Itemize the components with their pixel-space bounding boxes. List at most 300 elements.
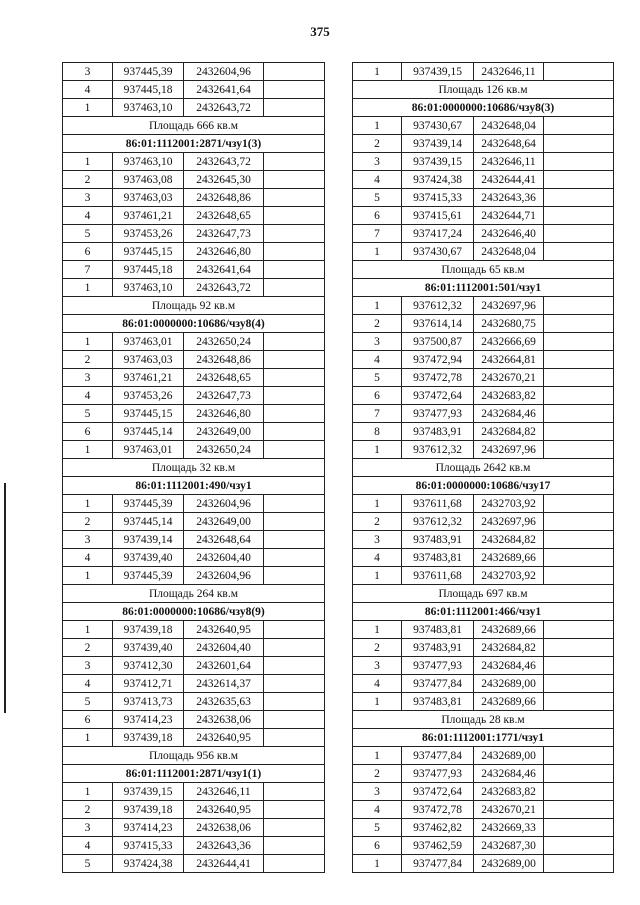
area-row	[63, 117, 325, 135]
point-number: 6	[63, 711, 113, 729]
coord-x: 937463,03	[113, 351, 184, 369]
coord-x: 937463,01	[113, 441, 184, 459]
coord-y: 2432646,11	[474, 153, 544, 171]
coord-y: 2432646,80	[184, 405, 264, 423]
table-row	[353, 549, 614, 567]
point-number: 4	[353, 351, 402, 369]
coord-y: 2432604,96	[184, 495, 264, 513]
table-row	[353, 369, 614, 387]
empty-cell	[544, 117, 614, 135]
coord-y: 2432689,66	[474, 693, 544, 711]
point-number: 4	[353, 549, 402, 567]
table-row	[353, 315, 614, 333]
coordinates-table-right	[352, 62, 614, 873]
point-number: 7	[353, 405, 402, 423]
point-number: 2	[63, 351, 113, 369]
point-number: 4	[353, 171, 402, 189]
table-row	[353, 333, 614, 351]
table-row	[63, 333, 325, 351]
coord-x: 937483,81	[402, 621, 474, 639]
empty-cell	[264, 207, 325, 225]
coord-x: 937483,91	[402, 531, 474, 549]
coord-y: 2432647,73	[184, 387, 264, 405]
parcel-number: 86:01:1112001:1771/чзу1	[353, 729, 614, 747]
parcel-number: 86:01:1112001:2871/чзу1(3)	[63, 135, 325, 153]
point-number: 1	[353, 567, 402, 585]
coord-y: 2432684,82	[474, 423, 544, 441]
parcel-title-row	[353, 99, 614, 117]
coord-y: 2432604,96	[184, 63, 264, 81]
coord-x: 937463,03	[113, 189, 184, 207]
table-row	[353, 639, 614, 657]
table-row	[63, 549, 325, 567]
coord-x: 937439,15	[113, 783, 184, 801]
empty-cell	[544, 297, 614, 315]
empty-cell	[544, 225, 614, 243]
empty-cell	[544, 351, 614, 369]
coord-y: 2432689,00	[474, 747, 544, 765]
point-number: 6	[353, 387, 402, 405]
coord-x: 937483,91	[402, 639, 474, 657]
coord-x: 937477,84	[402, 855, 474, 873]
coord-y: 2432645,30	[184, 171, 264, 189]
point-number: 3	[63, 819, 113, 837]
point-number: 2	[63, 513, 113, 531]
coord-y: 2432641,64	[184, 261, 264, 279]
table-row	[353, 513, 614, 531]
empty-cell	[544, 639, 614, 657]
table-row	[353, 765, 614, 783]
parcel-title-row	[353, 603, 614, 621]
coord-y: 2432703,92	[474, 495, 544, 513]
parcel-number: 86:01:0000000:10686/чзу8(3)	[353, 99, 614, 117]
point-number: 7	[353, 225, 402, 243]
coord-x: 937439,18	[113, 801, 184, 819]
coord-y: 2432648,04	[474, 243, 544, 261]
empty-cell	[264, 711, 325, 729]
coord-x: 937439,40	[113, 549, 184, 567]
point-number: 2	[353, 315, 402, 333]
parcel-number: 86:01:1112001:501/чзу1	[353, 279, 614, 297]
coord-x: 937612,32	[402, 441, 474, 459]
coord-x: 937462,82	[402, 819, 474, 837]
parcel-title-row	[353, 729, 614, 747]
coord-y: 2432689,66	[474, 549, 544, 567]
point-number: 5	[353, 369, 402, 387]
empty-cell	[544, 207, 614, 225]
table-row	[63, 261, 325, 279]
coord-x: 937413,73	[113, 693, 184, 711]
point-number: 2	[63, 639, 113, 657]
point-number: 4	[353, 675, 402, 693]
coord-x: 937614,14	[402, 315, 474, 333]
coord-x: 937415,33	[113, 837, 184, 855]
point-number: 2	[353, 765, 402, 783]
point-number: 3	[63, 657, 113, 675]
coord-x: 937439,15	[402, 63, 474, 81]
coord-y: 2432664,81	[474, 351, 544, 369]
coord-x: 937415,61	[402, 207, 474, 225]
point-number: 8	[353, 423, 402, 441]
empty-cell	[544, 405, 614, 423]
point-number: 5	[353, 189, 402, 207]
coord-x: 937445,15	[113, 243, 184, 261]
empty-cell	[264, 99, 325, 117]
point-number: 4	[63, 207, 113, 225]
empty-cell	[544, 513, 614, 531]
table-row	[353, 153, 614, 171]
coord-x: 937439,14	[402, 135, 474, 153]
area-row	[63, 297, 325, 315]
area-row	[63, 747, 325, 765]
coord-x: 937453,26	[113, 225, 184, 243]
table-row	[353, 171, 614, 189]
coord-y: 2432680,75	[474, 315, 544, 333]
point-number: 1	[353, 495, 402, 513]
area-label: Площадь 956 кв.м	[63, 747, 325, 765]
empty-cell	[544, 315, 614, 333]
empty-cell	[264, 189, 325, 207]
table-row	[353, 495, 614, 513]
table-row	[63, 81, 325, 99]
coord-x: 937477,84	[402, 675, 474, 693]
point-number: 4	[63, 387, 113, 405]
area-row	[353, 459, 614, 477]
coord-y: 2432638,06	[184, 819, 264, 837]
empty-cell	[544, 765, 614, 783]
point-number: 2	[63, 171, 113, 189]
point-number: 1	[63, 99, 113, 117]
empty-cell	[544, 549, 614, 567]
table-row	[353, 801, 614, 819]
coord-y: 2432684,46	[474, 765, 544, 783]
coord-y: 2432689,00	[474, 675, 544, 693]
parcel-number: 86:01:1112001:490/чзу1	[63, 477, 325, 495]
table-row	[63, 657, 325, 675]
parcel-number: 86:01:1112001:2871/чзу1(1)	[63, 765, 325, 783]
coord-x: 937445,39	[113, 495, 184, 513]
table-row	[63, 351, 325, 369]
coord-x: 937445,18	[113, 261, 184, 279]
point-number: 5	[63, 693, 113, 711]
point-number: 1	[63, 153, 113, 171]
coord-x: 937453,26	[113, 387, 184, 405]
empty-cell	[544, 441, 614, 459]
table-row	[63, 495, 325, 513]
coord-x: 937445,39	[113, 63, 184, 81]
coord-x: 937445,14	[113, 513, 184, 531]
coord-x: 937612,32	[402, 513, 474, 531]
coord-x: 937477,93	[402, 405, 474, 423]
table-row	[353, 441, 614, 459]
coord-x: 937445,39	[113, 567, 184, 585]
area-label: Площадь 697 кв.м	[353, 585, 614, 603]
table-row	[63, 387, 325, 405]
empty-cell	[264, 171, 325, 189]
coord-y: 2432604,40	[184, 639, 264, 657]
area-label: Площадь 28 кв.м	[353, 711, 614, 729]
coord-x: 937477,84	[402, 747, 474, 765]
empty-cell	[544, 657, 614, 675]
coord-x: 937483,81	[402, 549, 474, 567]
empty-cell	[264, 621, 325, 639]
empty-cell	[544, 387, 614, 405]
table-row	[63, 441, 325, 459]
coord-x: 937439,14	[113, 531, 184, 549]
parcel-title-row	[63, 315, 325, 333]
coord-x: 937611,68	[402, 495, 474, 513]
point-number: 2	[353, 639, 402, 657]
table-row	[353, 693, 614, 711]
empty-cell	[264, 693, 325, 711]
empty-cell	[264, 63, 325, 81]
coord-y: 2432601,64	[184, 657, 264, 675]
point-number: 3	[353, 657, 402, 675]
table-row	[63, 63, 325, 81]
coord-x: 937463,10	[113, 99, 184, 117]
coord-x: 937430,67	[402, 117, 474, 135]
coord-y: 2432684,82	[474, 639, 544, 657]
coord-y: 2432640,95	[184, 801, 264, 819]
area-row	[353, 711, 614, 729]
coord-y: 2432648,04	[474, 117, 544, 135]
coord-x: 937414,23	[113, 819, 184, 837]
point-number: 1	[63, 567, 113, 585]
table-row	[353, 225, 614, 243]
table-row	[63, 693, 325, 711]
coord-x: 937439,18	[113, 729, 184, 747]
coord-y: 2432689,00	[474, 855, 544, 873]
empty-cell	[264, 549, 325, 567]
empty-cell	[264, 639, 325, 657]
coordinates-table-left	[62, 62, 325, 873]
empty-cell	[264, 495, 325, 513]
coord-x: 937461,21	[113, 207, 184, 225]
point-number: 6	[353, 207, 402, 225]
point-number: 5	[63, 405, 113, 423]
coord-y: 2432646,11	[184, 783, 264, 801]
coord-x: 937463,10	[113, 153, 184, 171]
table-row	[63, 675, 325, 693]
point-number: 5	[353, 819, 402, 837]
area-row	[353, 585, 614, 603]
empty-cell	[544, 675, 614, 693]
point-number: 3	[63, 189, 113, 207]
coord-y: 2432669,33	[474, 819, 544, 837]
empty-cell	[544, 801, 614, 819]
coord-y: 2432670,21	[474, 801, 544, 819]
coord-y: 2432644,41	[184, 855, 264, 873]
coord-y: 2432643,72	[184, 279, 264, 297]
empty-cell	[544, 747, 614, 765]
parcel-number: 86:01:0000000:10686/чзу8(9)	[63, 603, 325, 621]
area-label: Площадь 65 кв.м	[353, 261, 614, 279]
table-row	[353, 117, 614, 135]
coord-x: 937483,91	[402, 423, 474, 441]
point-number: 2	[353, 135, 402, 153]
point-number: 1	[353, 693, 402, 711]
area-row	[353, 81, 614, 99]
coord-x: 937472,64	[402, 783, 474, 801]
point-number: 2	[63, 801, 113, 819]
point-number: 1	[353, 243, 402, 261]
table-row	[353, 837, 614, 855]
empty-cell	[544, 495, 614, 513]
table-row	[353, 819, 614, 837]
area-row	[353, 261, 614, 279]
parcel-title-row	[353, 279, 614, 297]
empty-cell	[544, 693, 614, 711]
coord-x: 937415,33	[402, 189, 474, 207]
point-number: 4	[63, 549, 113, 567]
table-row	[63, 243, 325, 261]
coord-x: 937472,78	[402, 801, 474, 819]
coord-y: 2432643,36	[184, 837, 264, 855]
coord-y: 2432648,64	[474, 135, 544, 153]
coord-x: 937424,38	[113, 855, 184, 873]
empty-cell	[544, 171, 614, 189]
coord-y: 2432643,72	[184, 153, 264, 171]
empty-cell	[544, 855, 614, 873]
table-row	[353, 423, 614, 441]
table-row	[63, 837, 325, 855]
table-row	[353, 675, 614, 693]
point-number: 1	[353, 117, 402, 135]
empty-cell	[544, 63, 614, 81]
empty-cell	[264, 333, 325, 351]
parcel-title-row	[63, 765, 325, 783]
empty-cell	[544, 819, 614, 837]
coord-y: 2432614,37	[184, 675, 264, 693]
point-number: 6	[353, 837, 402, 855]
empty-cell	[544, 243, 614, 261]
coord-x: 937477,93	[402, 657, 474, 675]
coord-y: 2432641,64	[184, 81, 264, 99]
point-number: 1	[63, 783, 113, 801]
coord-x: 937472,78	[402, 369, 474, 387]
point-number: 5	[63, 225, 113, 243]
coord-y: 2432648,86	[184, 351, 264, 369]
coord-y: 2432683,82	[474, 387, 544, 405]
table-row	[63, 513, 325, 531]
coord-y: 2432670,21	[474, 369, 544, 387]
coord-y: 2432650,24	[184, 333, 264, 351]
coord-x: 937472,94	[402, 351, 474, 369]
empty-cell	[264, 225, 325, 243]
empty-cell	[264, 153, 325, 171]
coord-x: 937463,08	[113, 171, 184, 189]
empty-cell	[264, 819, 325, 837]
coord-y: 2432604,40	[184, 549, 264, 567]
point-number: 4	[63, 675, 113, 693]
table-row	[353, 783, 614, 801]
point-number: 1	[353, 441, 402, 459]
point-number: 3	[63, 63, 113, 81]
coord-y: 2432650,24	[184, 441, 264, 459]
coord-y: 2432684,46	[474, 405, 544, 423]
empty-cell	[544, 369, 614, 387]
coord-y: 2432684,46	[474, 657, 544, 675]
parcel-title-row	[63, 603, 325, 621]
area-label: Площадь 264 кв.м	[63, 585, 325, 603]
empty-cell	[544, 423, 614, 441]
coord-x: 937439,40	[113, 639, 184, 657]
coord-y: 2432643,72	[184, 99, 264, 117]
table-row	[353, 387, 614, 405]
coord-x: 937417,24	[402, 225, 474, 243]
coord-x: 937611,68	[402, 567, 474, 585]
point-number: 1	[353, 621, 402, 639]
point-number: 1	[353, 855, 402, 873]
parcel-number: 86:01:0000000:10686/чзу8(4)	[63, 315, 325, 333]
coord-y: 2432703,92	[474, 567, 544, 585]
table-row	[63, 171, 325, 189]
coord-y: 2432697,96	[474, 441, 544, 459]
empty-cell	[544, 333, 614, 351]
coord-y: 2432697,96	[474, 297, 544, 315]
coord-y: 2432687,30	[474, 837, 544, 855]
coord-x: 937445,14	[113, 423, 184, 441]
page-number: 375	[310, 24, 330, 39]
area-row	[63, 585, 325, 603]
empty-cell	[264, 837, 325, 855]
table-row	[63, 783, 325, 801]
coord-y: 2432647,73	[184, 225, 264, 243]
coord-y: 2432640,95	[184, 621, 264, 639]
table-row	[353, 621, 614, 639]
coord-x: 937412,30	[113, 657, 184, 675]
table-row	[353, 189, 614, 207]
empty-cell	[264, 423, 325, 441]
empty-cell	[264, 369, 325, 387]
area-label: Площадь 126 кв.м	[353, 81, 614, 99]
table-row	[63, 207, 325, 225]
coord-y: 2432697,96	[474, 513, 544, 531]
point-number: 1	[63, 441, 113, 459]
parcel-title-row	[63, 135, 325, 153]
coord-x: 937439,15	[402, 153, 474, 171]
coord-y: 2432646,40	[474, 225, 544, 243]
empty-cell	[264, 531, 325, 549]
empty-cell	[264, 243, 325, 261]
point-number: 1	[63, 729, 113, 747]
point-number: 6	[63, 243, 113, 261]
point-number: 3	[353, 783, 402, 801]
coord-x: 937612,32	[402, 297, 474, 315]
empty-cell	[544, 837, 614, 855]
coord-y: 2432640,95	[184, 729, 264, 747]
table-row	[63, 567, 325, 585]
coord-y: 2432689,66	[474, 621, 544, 639]
empty-cell	[544, 153, 614, 171]
table-row	[63, 729, 325, 747]
coord-y: 2432666,69	[474, 333, 544, 351]
point-number: 3	[353, 153, 402, 171]
empty-cell	[544, 567, 614, 585]
point-number: 1	[353, 297, 402, 315]
table-row	[63, 531, 325, 549]
table-row	[63, 153, 325, 171]
point-number: 4	[63, 837, 113, 855]
coord-y: 2432648,64	[184, 531, 264, 549]
table-row	[63, 621, 325, 639]
coord-x: 937445,18	[113, 81, 184, 99]
coord-y: 2432604,96	[184, 567, 264, 585]
table-row	[63, 711, 325, 729]
area-label: Площадь 32 кв.м	[63, 459, 325, 477]
point-number: 1	[63, 333, 113, 351]
coord-y: 2432646,11	[474, 63, 544, 81]
